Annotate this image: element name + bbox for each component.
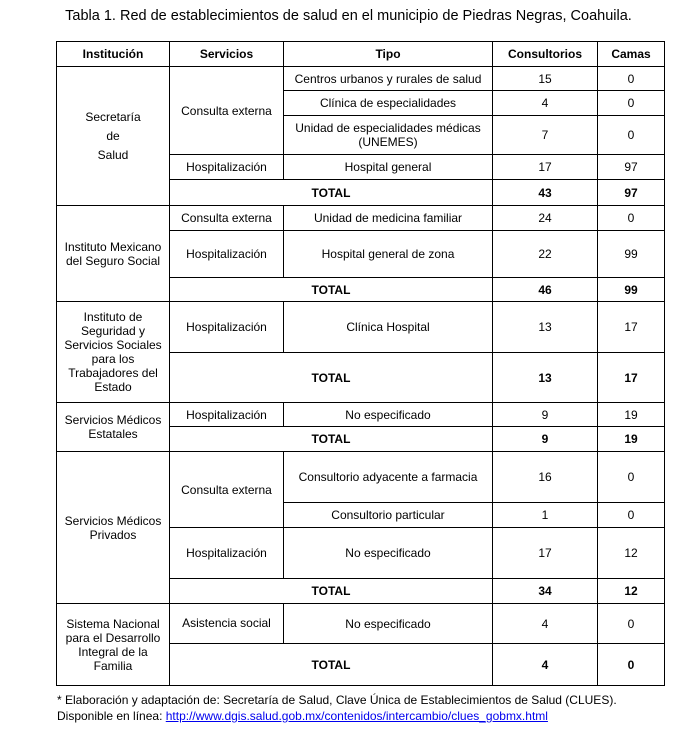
tipo-cell: Clínica de especialidades bbox=[284, 91, 493, 116]
institution-secretaria-de-salud bbox=[57, 67, 170, 206]
health-establishments-table bbox=[56, 41, 665, 686]
header-consultorios: Consultorios bbox=[493, 42, 598, 67]
total-consultorios: 13 bbox=[493, 353, 598, 403]
service-cell: Hospitalización bbox=[170, 302, 284, 353]
total-camas: 0 bbox=[598, 644, 665, 686]
institution-servicios-medicos-estatales: Servicios Médicos Estatales bbox=[57, 403, 170, 452]
header-camas: Camas bbox=[598, 42, 665, 67]
camas-cell: 0 bbox=[598, 116, 665, 155]
consultorios-cell: 24 bbox=[493, 206, 598, 231]
tipo-cell: Hospital general de zona bbox=[284, 231, 493, 278]
institution-imss: Instituto Mexicano del Seguro Social bbox=[57, 206, 170, 302]
total-camas: 12 bbox=[598, 579, 665, 604]
tipo-cell: Centros urbanos y rurales de salud bbox=[284, 67, 493, 91]
institution-issste: Instituto de Seguridad y Servicios Sociales para los Trabajadores del Estado bbox=[57, 302, 170, 403]
tipo-cell: Consultorio particular bbox=[284, 503, 493, 528]
total-label: TOTAL bbox=[170, 180, 493, 206]
camas-cell: 0 bbox=[598, 206, 665, 231]
service-cell: Consulta externa bbox=[170, 452, 284, 528]
table-row bbox=[57, 67, 665, 91]
header-servicios: Servicios bbox=[170, 42, 284, 67]
tipo-cell: Clínica Hospital bbox=[284, 302, 493, 353]
service-cell: Consulta externa bbox=[170, 206, 284, 231]
tipo-cell: Consultorio adyacente a farmacia bbox=[284, 452, 493, 503]
consultorios-cell: 9 bbox=[493, 403, 598, 427]
total-camas: 17 bbox=[598, 353, 665, 403]
tipo-cell: Hospital general bbox=[284, 155, 493, 180]
camas-cell: 12 bbox=[598, 528, 665, 579]
consultorios-cell: 15 bbox=[493, 67, 598, 91]
table-row bbox=[57, 452, 665, 503]
table-row bbox=[57, 302, 665, 353]
header-tipo: Tipo bbox=[284, 42, 493, 67]
institution-name-line: de bbox=[106, 128, 120, 143]
total-label: TOTAL bbox=[170, 579, 493, 604]
institution-name-line: Secretaría bbox=[85, 109, 141, 124]
service-cell: Hospitalización bbox=[170, 403, 284, 427]
clues-link[interactable]: http://www.dgis.salud.gob.mx/contenidos/intercambio/clues_gobmx.html bbox=[165, 709, 548, 723]
tipo-cell: No especificado bbox=[284, 403, 493, 427]
consultorios-cell: 4 bbox=[493, 91, 598, 116]
camas-cell: 0 bbox=[598, 503, 665, 528]
institution-name-line: Salud bbox=[97, 147, 129, 162]
total-camas: 19 bbox=[598, 427, 665, 452]
consultorios-cell: 4 bbox=[493, 604, 598, 644]
tipo-cell: Unidad de medicina familiar bbox=[284, 206, 493, 231]
camas-cell: 0 bbox=[598, 452, 665, 503]
consultorios-cell: 16 bbox=[493, 452, 598, 503]
total-label: TOTAL bbox=[170, 353, 493, 403]
total-label: TOTAL bbox=[170, 427, 493, 452]
camas-cell: 17 bbox=[598, 302, 665, 353]
footnote-text: * Elaboración y adaptación de: Secretaría de Salud, Clave Única de Establecimientos de Salud (CLUES). Disponible en línea: bbox=[57, 693, 617, 723]
service-cell: Hospitalización bbox=[170, 528, 284, 579]
total-camas: 97 bbox=[598, 180, 665, 206]
header-row bbox=[57, 42, 665, 67]
consultorios-cell: 13 bbox=[493, 302, 598, 353]
camas-cell: 0 bbox=[598, 91, 665, 116]
total-consultorios: 9 bbox=[493, 427, 598, 452]
camas-cell: 19 bbox=[598, 403, 665, 427]
tipo-cell: Unidad de especialidades médicas (UNEMES) bbox=[284, 116, 493, 155]
consultorios-cell: 17 bbox=[493, 528, 598, 579]
consultorios-cell: 22 bbox=[493, 231, 598, 278]
service-cell: Hospitalización bbox=[170, 231, 284, 278]
total-consultorios: 4 bbox=[493, 644, 598, 686]
camas-cell: 99 bbox=[598, 231, 665, 278]
institution-dif: Sistema Nacional para el Desarrollo Integral de la Familia bbox=[57, 604, 170, 686]
camas-cell: 0 bbox=[598, 604, 665, 644]
total-consultorios: 34 bbox=[493, 579, 598, 604]
footnote bbox=[57, 692, 669, 724]
table-row bbox=[57, 604, 665, 644]
institution-servicios-medicos-privados: Servicios Médicos Privados bbox=[57, 452, 170, 604]
service-cell: Consulta externa bbox=[170, 67, 284, 155]
tipo-cell: No especificado bbox=[284, 604, 493, 644]
header-institucion: Institución bbox=[57, 42, 170, 67]
total-consultorios: 46 bbox=[493, 278, 598, 302]
service-cell: Asistencia social bbox=[170, 604, 284, 644]
service-cell: Hospitalización bbox=[170, 155, 284, 180]
camas-cell: 97 bbox=[598, 155, 665, 180]
total-label: TOTAL bbox=[170, 278, 493, 302]
table-row bbox=[57, 403, 665, 427]
consultorios-cell: 17 bbox=[493, 155, 598, 180]
total-label: TOTAL bbox=[170, 644, 493, 686]
table-row bbox=[57, 206, 665, 231]
total-camas: 99 bbox=[598, 278, 665, 302]
consultorios-cell: 7 bbox=[493, 116, 598, 155]
table-caption: Tabla 1. Red de establecimientos de salud en el municipio de Piedras Negras, Coahuila. bbox=[65, 8, 632, 24]
consultorios-cell: 1 bbox=[493, 503, 598, 528]
tipo-cell: No especificado bbox=[284, 528, 493, 579]
camas-cell: 0 bbox=[598, 67, 665, 91]
total-consultorios: 43 bbox=[493, 180, 598, 206]
